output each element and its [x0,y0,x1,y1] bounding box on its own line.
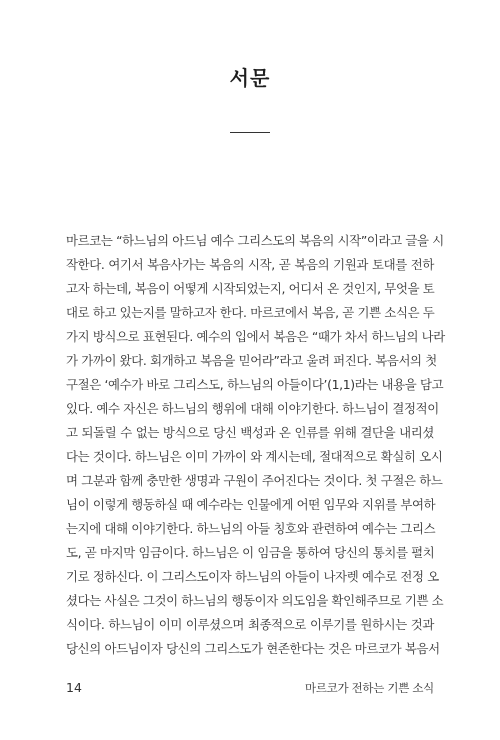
text-line: 작한다. 여기서 복음사가는 복음의 시작, 곧 복음의 기원과 토대를 전하 [66,257,434,272]
text-line: 있다. 예수 자신은 하느님의 행위에 대해 이야기한다. 하느님이 결정적이 [66,401,439,416]
text-line: 고 되돌릴 수 없는 방식으로 당신 백성과 온 인류를 위해 결단을 내리셨 [66,425,434,440]
text-line: 기로 정하신다. 이 그리스도이자 하느님의 아들이 나자렛 예수로 전정 오 [66,569,439,584]
text-line: 며 그분과 함께 충만한 생명과 구원이 주어진다는 것이다. 첫 구절은 하느 [66,473,443,488]
text-line: 구절은 ‘예수가 바로 그리스도, 하느님의 아들이다’(1,1)라는 내용을 담고 [66,377,444,392]
text-line: 는지에 대해 이야기한다. 하느님의 아들 칭호와 관련하여 예수는 그리스 [66,521,436,536]
title-divider [230,132,270,133]
text-line: 가 가까이 왔다. 회개하고 복음을 믿어라”라고 울려 퍼진다. 복음서의 첫 [66,353,437,368]
text-line: 대로 하고 있는지를 말하고자 한다. 마르코에서 복음, 곧 기쁜 소식은 두 [66,305,435,320]
text-line: 마르코는 “하느님의 아드님 예수 그리스도의 복음의 시작”이라고 글을 시 [66,233,444,248]
chapter-title: 서문 [229,66,271,90]
text-line: 당신의 아드님이자 당신의 그리스도가 현존한다는 것은 마르코가 복음서 [66,641,440,656]
body-paragraph [66,229,445,661]
running-footer-title: 마르코가 전하는 기쁜 소식 [305,681,434,695]
text-line: 식이다. 하느님이 이미 이루셨으며 최종적으로 이루기를 원하시는 것과 [66,617,434,632]
page-number: 14 [66,680,82,695]
text-line: 님이 이렇게 행동하실 때 예수라는 인물에게 어떤 임무와 지위를 부여하 [66,497,436,512]
text-line: 고자 하는데, 복음이 어떻게 시작되었는지, 어디서 온 것인지, 무엇을 토 [66,281,435,296]
text-line: 다는 것이다. 하느님은 이미 가까이 와 계시는데, 절대적으로 확실히 오시 [66,449,443,464]
text-line: 도, 곧 마지막 임금이다. 하느님은 이 임금을 통하여 당신의 통치를 펼치 [66,545,435,560]
text-line: 셨다는 사실은 그것이 하느님의 행동이자 의도임을 확인해주므로 기쁜 소 [66,593,444,608]
text-line: 가지 방식으로 표현된다. 예수의 입에서 복음은 “때가 차서 하느님의 나라 [66,329,445,344]
